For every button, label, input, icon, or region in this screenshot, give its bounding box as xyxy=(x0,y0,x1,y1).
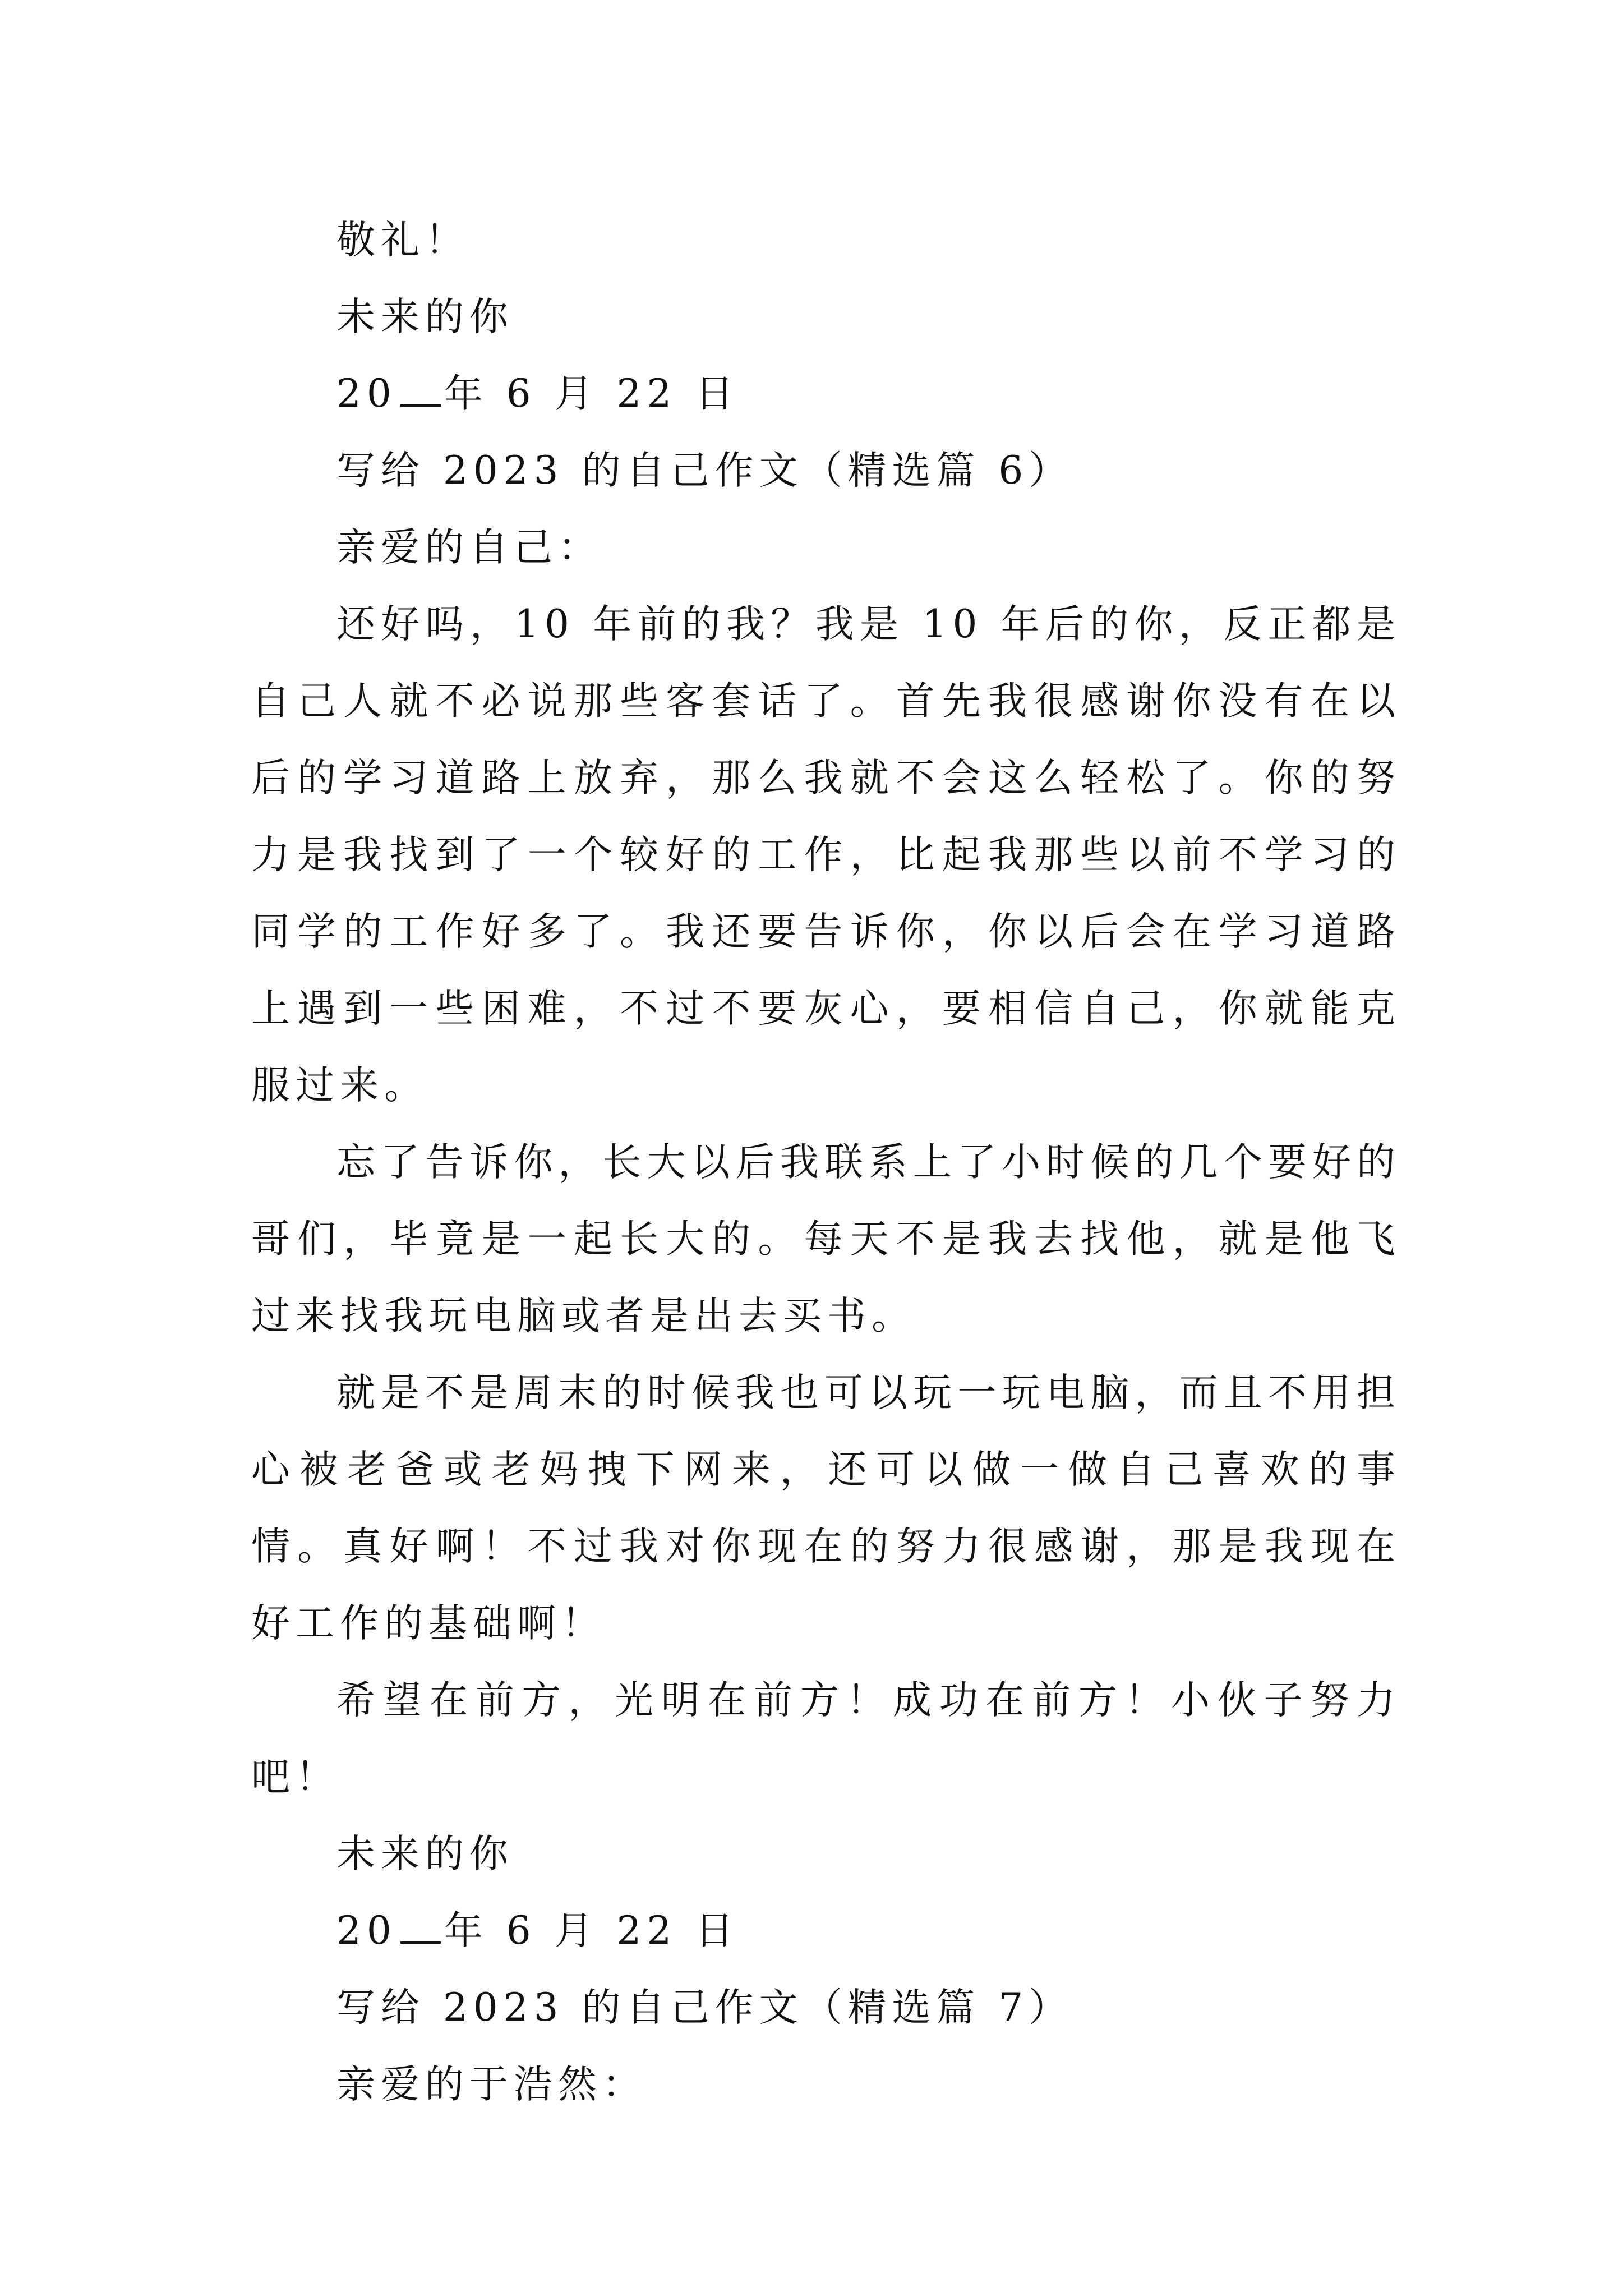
date-blank-underline xyxy=(400,371,441,407)
date-year-prefix: 20 xyxy=(336,1908,397,1953)
signature: 未来的你 xyxy=(336,1832,514,1876)
essay-title: 写给 2023 的自己作文（精选篇 6） xyxy=(336,448,1073,493)
date-line xyxy=(251,356,1401,432)
date-line xyxy=(251,1893,1401,1970)
date-rest: 年 6 月 22 日 xyxy=(444,371,740,416)
body-paragraph: 还好吗，10 年前的我？我是 10 年后的你，反正都是自己人就不必说那些客套话了。首先我很感谢你没有在以后的学习道路上放弃，那么我就不会这么轻松了。你的努力是我找到了一个较好的工作，比起我那些以前不学习的同学的工作好多了。我还要告诉你，你以后会在学习道路上遇到一些困难，不过不要灰心，要相信自己，你就能克服过来。 xyxy=(251,602,1401,1108)
closing-salutation: 敬礼！ xyxy=(336,218,469,263)
signature: 未来的你 xyxy=(336,295,514,339)
letter-greeting: 亲爱的自己： xyxy=(336,525,602,570)
date-year-prefix: 20 xyxy=(336,371,397,416)
body-paragraph: 就是不是周末的时候我也可以玩一玩电脑，而且不用担心被老爸或老妈拽下网来，还可以做一做自己喜欢的事情。真好啊！不过我对你现在的努力很感谢，那是我现在好工作的基础啊！ xyxy=(251,1370,1401,1646)
document-body xyxy=(251,202,1401,2123)
date-blank-underline xyxy=(400,1908,441,1944)
letter-greeting: 亲爱的于浩然： xyxy=(336,2062,647,2107)
body-paragraph: 希望在前方，光明在前方！成功在前方！小伙子努力吧！ xyxy=(251,1678,1401,1800)
essay-title: 写给 2023 的自己作文（精选篇 7） xyxy=(336,1985,1073,2030)
date-rest: 年 6 月 22 日 xyxy=(444,1908,740,1953)
body-paragraph: 忘了告诉你，长大以后我联系上了小时候的几个要好的哥们，毕竟是一起长大的。每天不是我去找他，就是他飞过来找我玩电脑或者是出去买书。 xyxy=(251,1140,1401,1338)
